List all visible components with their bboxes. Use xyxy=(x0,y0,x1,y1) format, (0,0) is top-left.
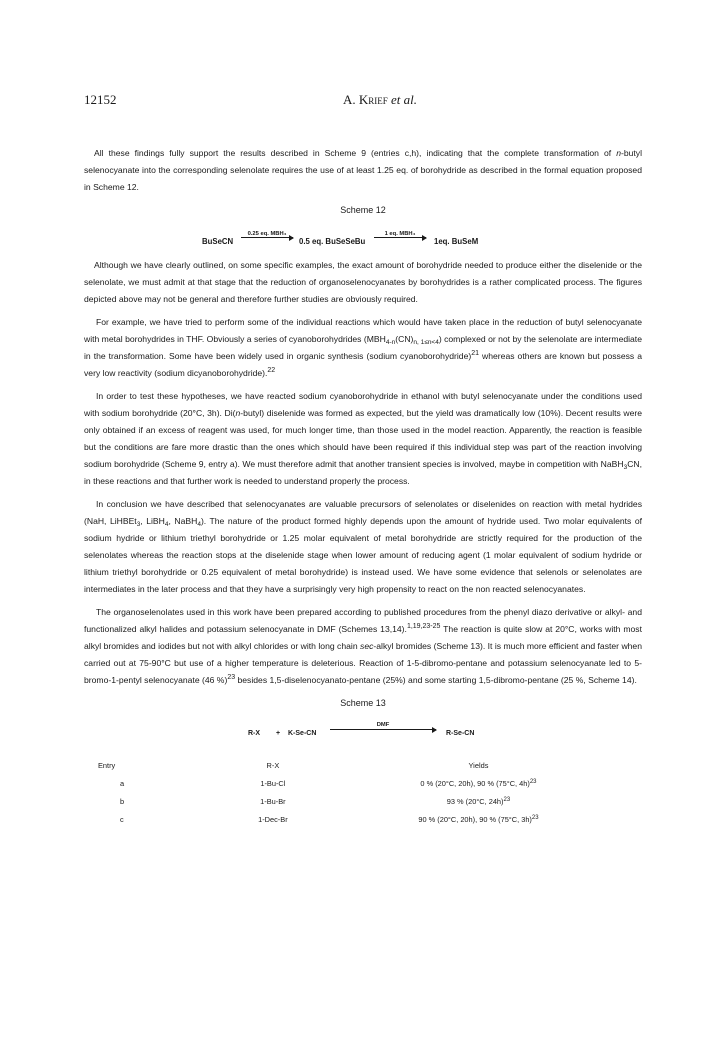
author-prefix: A. xyxy=(342,92,359,107)
table-header-row xyxy=(98,756,598,774)
rx-cell: 1-Dec-Br xyxy=(258,814,288,824)
reference-21: 21 xyxy=(471,350,480,357)
column-header-rx: R-X xyxy=(266,760,280,770)
column-header-entry: Entry xyxy=(98,760,116,770)
author-suffix: et al. xyxy=(387,92,418,107)
scheme-12-equation xyxy=(84,223,642,249)
page-number: 12152 xyxy=(84,92,117,107)
scheme-13-plus: + xyxy=(276,730,281,737)
reaction-arrow-icon xyxy=(241,237,293,238)
column-header-yields: Yields xyxy=(468,760,489,770)
scheme-13-table xyxy=(98,756,598,828)
scheme-12-product: 1eq. BuSeM xyxy=(434,237,479,246)
reaction-arrow-icon xyxy=(330,729,436,730)
rx-cell: 1-Bu-Cl xyxy=(260,778,286,788)
rx-cell: 1-Bu-Br xyxy=(260,796,286,806)
reference-23: 23 xyxy=(227,674,236,681)
scheme-13-equation xyxy=(84,716,642,742)
scheme-13-product: R-Se-CN xyxy=(446,730,475,737)
scheme-12-reagent-2: 1 eq. MBH₄ xyxy=(384,231,416,237)
table-row xyxy=(98,792,598,810)
scheme-12-label: Scheme 12 xyxy=(340,205,386,215)
paragraph-5: In conclusion we have described that selenocyanates are valuable precursors of selenolates or diselenides on reaction with metal hydrides (NaH, LiHBEt$_3$, LiBH$_4$, NaBH$_4$). The nature of the product formed highly depends upon the amount of hydride used. Two molar equivalents of sodium hydride or lithium triethyl borohydride or 1.25 molar equivalent of metal borohydride are strictly required for the production of the selenolates whereas the reaction stops at the diselenide stage when lower amount of reducing agent (1 molar equivalent of sodium hydride or lithium triethyl borohydride or 0.25 equivalent of metal borohydride) is instead used. We have some evidence that selenols or selenolates are intermediates in the later process and that they have a surprisingly very high propensity to react on the non reacted selenocyanates. xyxy=(84,499,643,594)
running-header xyxy=(0,92,720,108)
scheme-12-reagent-1: 0.25 eq. MBH₄ xyxy=(247,231,287,237)
scheme-12-intermediate: 0.5 eq. BuSeSeBu xyxy=(299,237,366,246)
scheme-13-reactant-1: R-X xyxy=(248,730,261,737)
reference-22: 22 xyxy=(267,367,276,374)
yields-cell: 93 % (20°C, 24h)$^{23}$ xyxy=(446,796,511,806)
paragraph-4: In order to test these hypotheses, we have reacted sodium cyanoborohydride in ethanol with butyl selenocyanate under the conditions used with sodium borohydride (20°C, 3h). Di(n-butyl) diselenide was formed as expected, but the yield was dramatically low (10%). Decent results were only obtained if an excess of reagent was used, for much longer time, than those used in the model reaction. Apparently, the reaction is feasible but the conditions are fare more drastic than the ones which should have been required if this individual step was part of the reaction involving sodium borohydride (Scheme 9, entry a). We must therefore admit that another transient species is involved, maybe in competition with NaBH$_3$CN, in these reactions and that further work is needed to understand properly the process. xyxy=(84,391,643,486)
paragraph-6: The organoselenolates used in this work have been prepared according to published procedures from the phenyl diazo derivative or alkyl- and functionalized alkyl halides and potassium selenocyanate in DMF (Schemes 13,14).$^{1,19,23-25}$ The reaction is quite slow at 20°C, works with most alkyl bromides and iodides but not with alkyl chlorides or with long chain sec-alkyl bromides (Scheme 13). It is much more efficient and faster when carried out at 75-90°C but use of a higher temperature is deleterious. Reaction of 1-5-dibromo-pentane and potassium selenocyanate led to 5-bromo-1-pentyl selenocyanate (46 %)$^{23}$ besides 1,5-diselenocyanato-pentane (25%) and some starting 1,5-dibromo-pentane (25 %, Scheme 14). xyxy=(84,607,642,685)
scheme-13-reactant-2: K-Se-CN xyxy=(288,730,317,737)
author-name: Krief xyxy=(358,92,388,107)
paragraph-3: For example, we have tried to perform some of the individual reactions which would have taken place in the reduction of butyl selenocyanate with metal borohydrides in THF. Obviously a series of cyanoborohydrides $(MBH_{4-n}(CN)_{n, 1\le n<4})$ complexed or not by the selenolate are intermediate in the transformation. Some have been widely used in organic synthesis (sodium cyanoborohydride)$^{21}$ whereas others are known but possess a very low reactivity (sodium dicyanoborohydride).$^{22}$ xyxy=(84,317,642,378)
yields-cell: 0 % (20°C, 20h), 90 % (75°C, 4h)$^{23}$ xyxy=(420,778,537,788)
table-row xyxy=(98,810,598,828)
paragraph-2: Although we have clearly outlined, on some specific examples, the exact amount of borohydride needed to produce either the diselenide or the selenolate, we must admit at that stage that the reduction of organoselenocyanates by borohydrides is a rather complicated process. The figures depicted above may not be general and therefore further studies are obviously required. xyxy=(84,260,642,304)
entry-cell: b xyxy=(120,796,125,806)
entry-cell: a xyxy=(120,778,125,788)
reaction-arrow-icon xyxy=(374,237,426,238)
scheme-12-reactant: BuSeCN xyxy=(202,237,234,246)
scheme-13-solvent: DMF xyxy=(376,722,390,728)
yields-cell: 90 % (20°C, 20h), 90 % (75°C, 3h)$^{23}$ xyxy=(418,814,539,824)
article-body xyxy=(84,145,642,828)
entry-cell: c xyxy=(120,814,124,824)
scheme-13-label: Scheme 13 xyxy=(340,698,386,708)
paragraph-1: All these findings fully support the results described in Scheme 9 (entries c,h), indicating that the complete transformation of n-butyl selenocyanate into the corresponding selenolate requires the use of at least 1.25 eq. of borohydride as described in the formal equation proposed in Scheme 12. xyxy=(84,148,642,192)
table-row xyxy=(98,774,598,792)
reference-1-19-23-25: 1,19,23-25 xyxy=(406,623,441,630)
